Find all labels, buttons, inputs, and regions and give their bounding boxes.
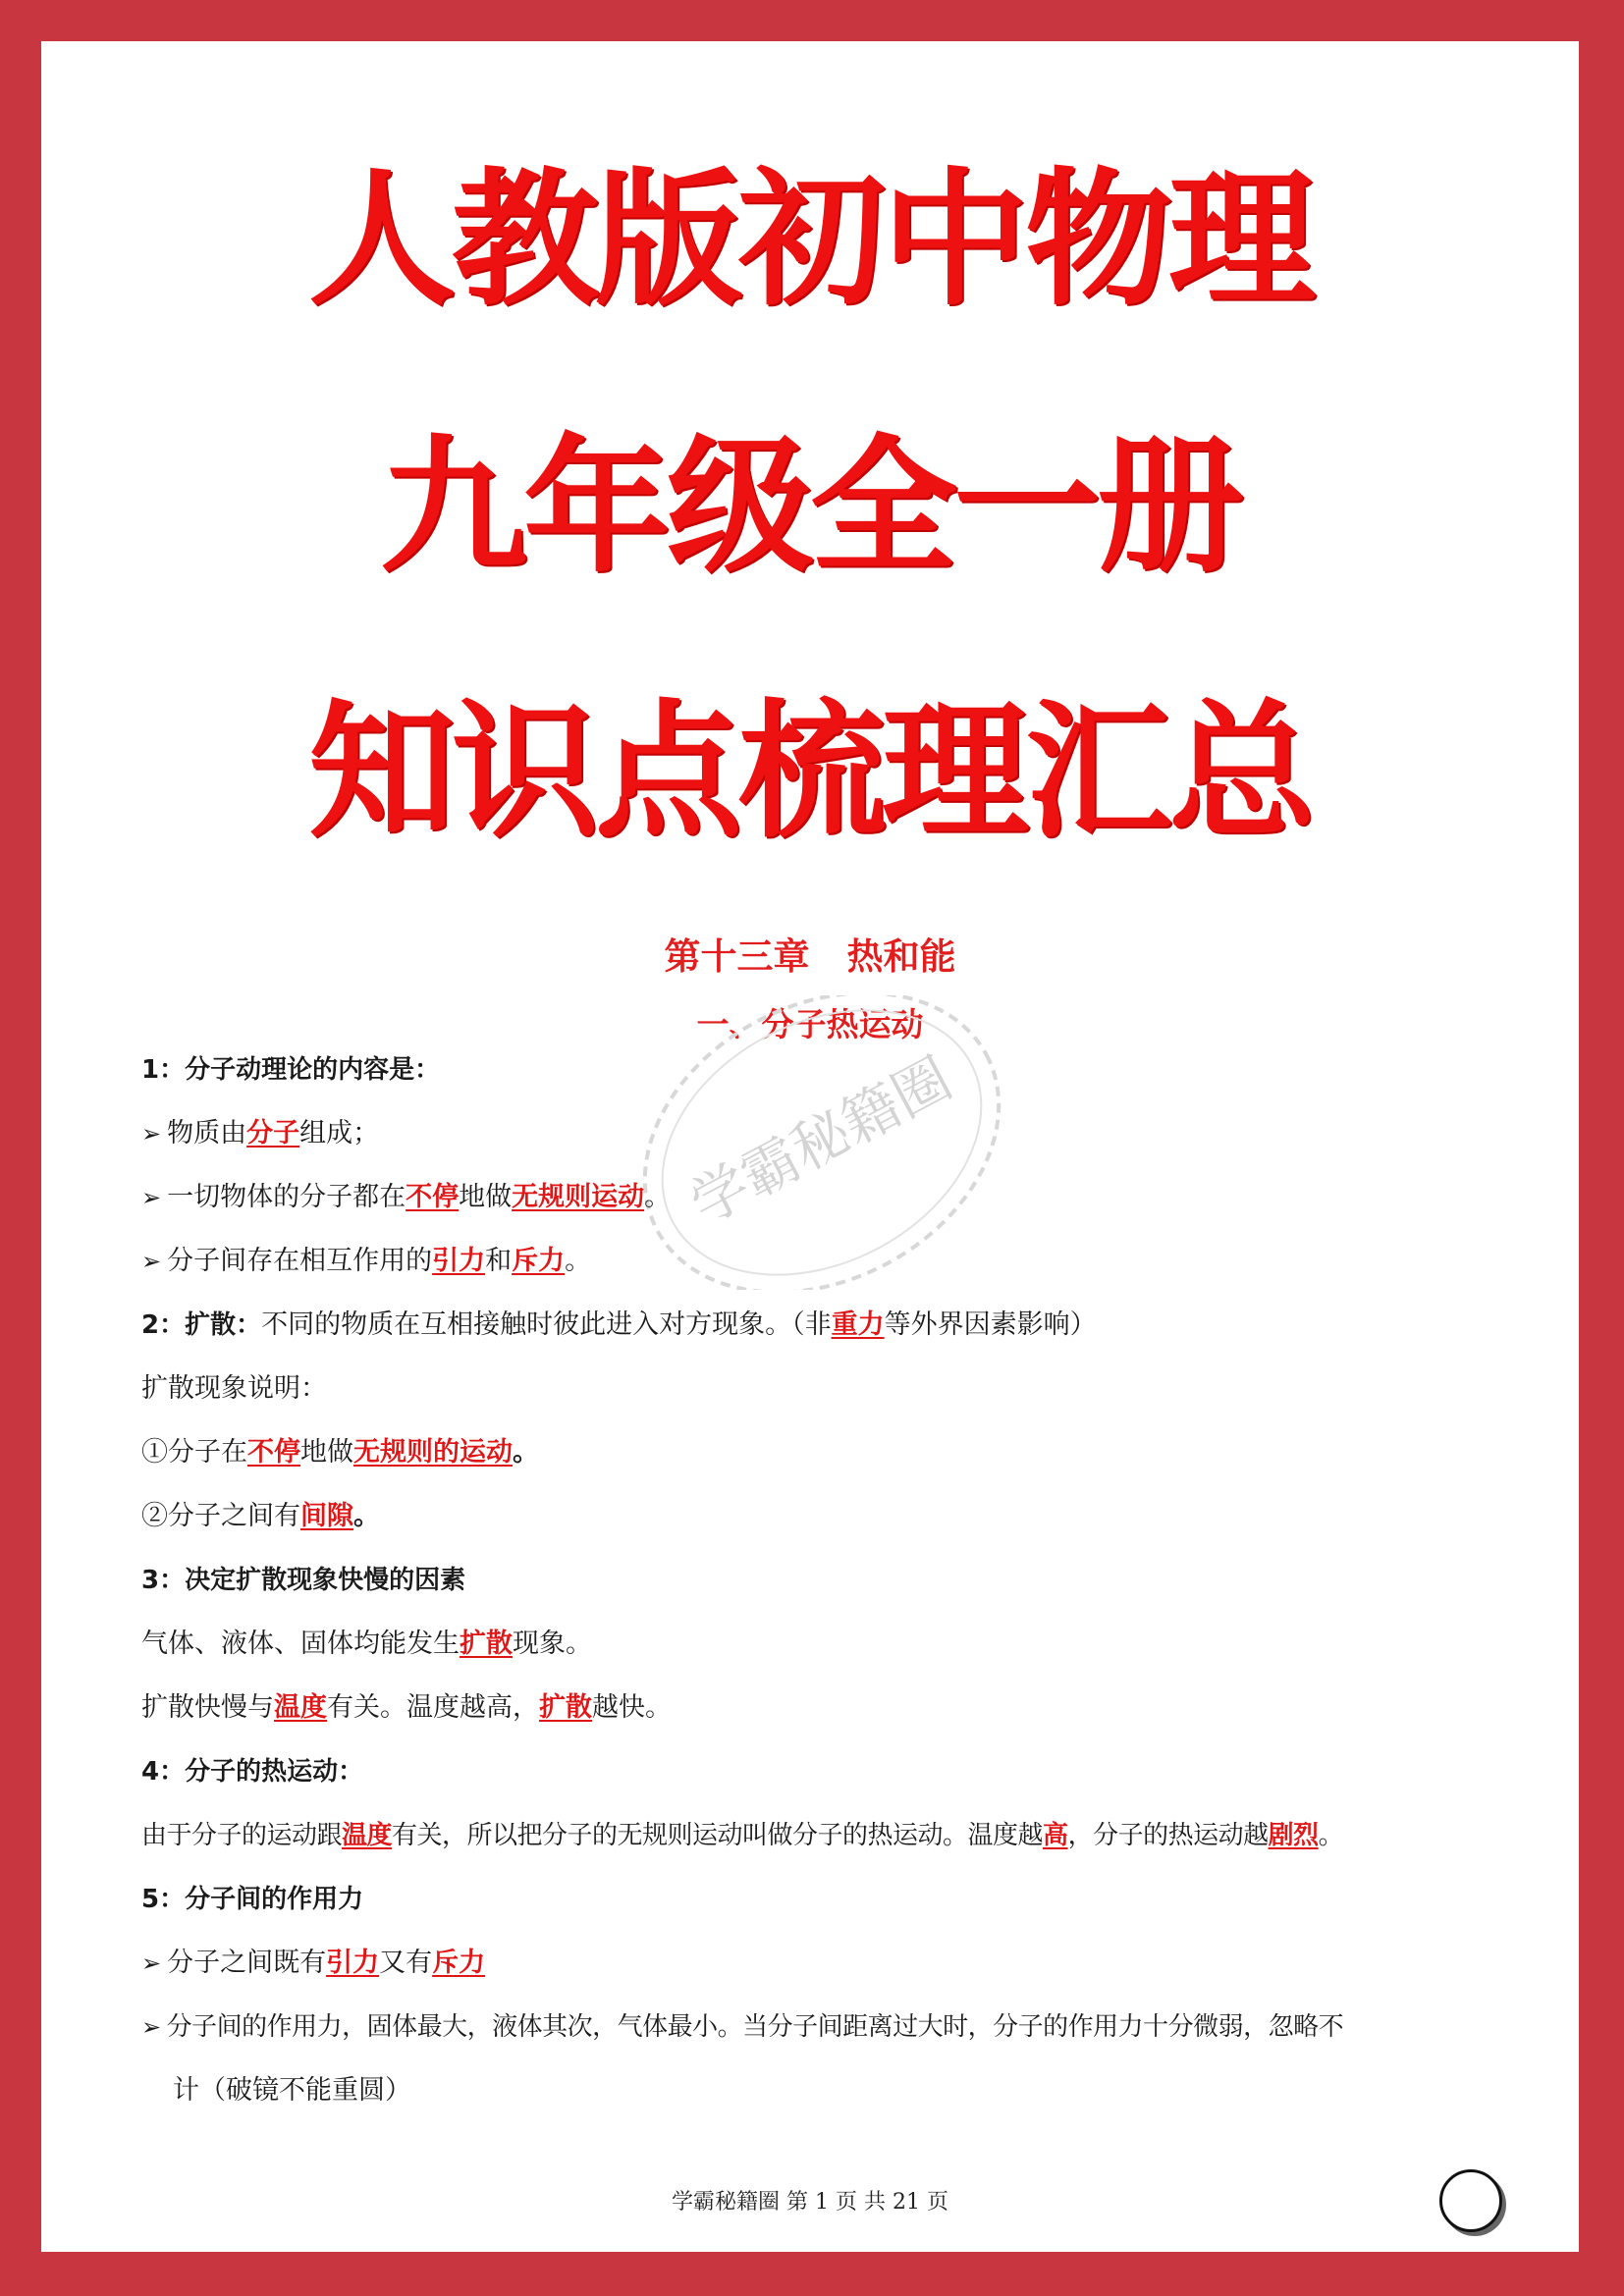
list-item: ➢ 一切物体的分子都在不停地做无规则运动。: [141, 1182, 672, 1212]
circle-icon: [1439, 2169, 1502, 2232]
point-2-paragraph: 2：扩散：不同的物质在互相接触时彼此进入对方现象。（非重力等外界因素影响）: [141, 1309, 1097, 1340]
list-item: ➢ 分子间的作用力，固体最大，液体其次，气体最小。当分子间距离过大时，分子的作用力十分微弱，忽略不: [141, 2012, 1344, 2042]
document-page: [41, 41, 1579, 2252]
keyword: 温度: [274, 1692, 327, 1723]
keyword: 引力: [432, 1246, 486, 1276]
keyword: 不停: [406, 1182, 460, 1212]
keyword: 温度: [342, 1821, 393, 1850]
list-item: ➢ 分子之间既有引力又有斥力: [141, 1948, 486, 1978]
keyword: 间隙: [300, 1501, 353, 1531]
keyword: 无规则的运动: [353, 1437, 513, 1468]
paragraph: 由于分子的运动跟温度有关，所以把分子的无规则运动叫做分子的热运动。温度越高，分子的热运动越剧烈。: [141, 1821, 1344, 1850]
keyword: 重力: [831, 1309, 885, 1340]
keyword: 斥力: [512, 1246, 566, 1276]
point-3-heading: 3：决定扩散现象快慢的因素: [141, 1566, 466, 1595]
cover-title-line-2: 九年级全一册: [379, 422, 1240, 593]
chapter-name: 热和能: [846, 934, 956, 978]
list-item: ➢ 分子间存在相互作用的引力和斥力。: [141, 1246, 592, 1276]
keyword: 不停: [247, 1437, 300, 1468]
keyword: 高: [1043, 1821, 1068, 1850]
keyword: 分子: [246, 1118, 300, 1148]
point-2-heading: 2：扩散：: [141, 1310, 262, 1340]
paragraph: 气体、液体、固体均能发生扩散现象。: [141, 1629, 592, 1659]
paragraph: 扩散快慢与温度有关。温度越高，扩散越快。: [141, 1692, 672, 1723]
keyword: 引力: [326, 1948, 380, 1978]
cover-title-line-1: 人教版初中物理: [307, 155, 1312, 326]
arrow-bullet-icon: ➢: [141, 1184, 162, 1211]
list-item: ①分子在不停地做无规则的运动。: [141, 1437, 539, 1468]
keyword: 扩散: [460, 1629, 513, 1659]
chapter-heading: [41, 927, 1579, 980]
keyword: 扩散: [539, 1692, 592, 1723]
point-1-heading: 1：分子动理论的内容是：: [141, 1055, 441, 1085]
list-item: ②分子之间有间隙。: [141, 1501, 380, 1531]
paragraph: 扩散现象说明：: [141, 1373, 327, 1404]
list-item: ➢ 物质由分子组成；: [141, 1118, 380, 1148]
arrow-bullet-icon: ➢: [141, 1120, 162, 1148]
keyword: 无规则运动: [512, 1182, 645, 1212]
cover-title-line-3: 知识点梳理汇总: [307, 687, 1312, 858]
keyword: 剧烈: [1268, 1821, 1319, 1850]
section-heading: 一、分子热运动: [696, 1005, 924, 1043]
page-footer: 学霸秘籍圈 第 1 页 共 21 页: [672, 2190, 948, 2215]
arrow-bullet-icon: ➢: [141, 1949, 162, 1977]
arrow-bullet-icon: ➢: [141, 2013, 161, 2041]
keyword: 斥力: [432, 1948, 486, 1978]
chapter-number: 第十三章: [664, 934, 810, 978]
list-item-continuation: 计（破镜不能重圆）: [173, 2075, 411, 2106]
point-5-heading: 5：分子间的作用力: [141, 1885, 364, 1914]
watermark-text: 学霸秘籍圈: [679, 1044, 963, 1238]
arrow-bullet-icon: ➢: [141, 1248, 162, 1275]
point-4-heading: 4：分子的热运动：: [141, 1757, 364, 1787]
